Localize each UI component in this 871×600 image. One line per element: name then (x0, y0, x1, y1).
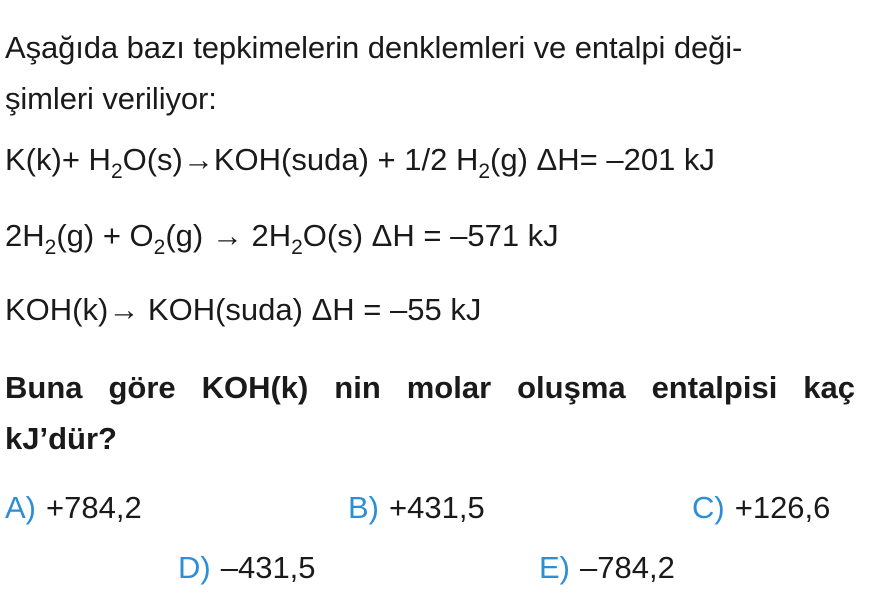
option-e[interactable] (539, 550, 675, 586)
equation-1-part: O(s)→KOH(suda) + 1/2 H (122, 142, 479, 177)
equation-2-subscript: 2 (291, 236, 303, 259)
intro-line-1: Aşağıda bazı tepkimelerin denklemleri ve entalpi deği- (5, 30, 743, 65)
option-d-value: –431,5 (220, 550, 316, 585)
question-line-2: kJ’dür? (5, 421, 117, 456)
option-c-letter: C) (692, 490, 725, 525)
option-d-letter: D) (178, 550, 211, 585)
equation-2-part: 2H (5, 218, 45, 253)
equation-2-part: (g) + O (56, 218, 154, 253)
equation-2-part: O(s) ΔH = –571 kJ (302, 218, 559, 253)
option-b-value: +431,5 (389, 490, 485, 525)
equation-1-part: K(k)+ H (5, 142, 111, 177)
equation-2-subscript: 2 (153, 236, 166, 259)
question-line-1: Buna göre KOH(k) nin molar oluşma entalpisi kaç (5, 370, 855, 405)
equation-3 (5, 292, 481, 328)
option-a-letter: A) (5, 490, 36, 525)
equation-1-subscript: 2 (110, 160, 123, 183)
equation-2-part: (g) → 2H (165, 218, 292, 253)
equation-2 (5, 218, 559, 259)
option-c-value: +126,6 (734, 490, 831, 525)
option-e-value: –784,2 (580, 550, 675, 585)
option-c[interactable] (692, 490, 830, 526)
equation-1-subscript: 2 (478, 160, 491, 183)
option-d[interactable] (178, 550, 316, 586)
intro-text (5, 22, 865, 124)
intro-line-2: şimleri veriliyor: (5, 81, 217, 116)
option-b-letter: B) (348, 490, 379, 525)
equation-2-subscript: 2 (44, 236, 57, 259)
option-a-value: +784,2 (46, 490, 142, 525)
question-text (5, 362, 855, 464)
option-a[interactable] (5, 490, 142, 526)
option-e-letter: E) (539, 550, 570, 585)
equation-3-part: KOH(k)→ KOH(suda) ΔH = –55 kJ (5, 292, 482, 327)
equation-1 (5, 142, 715, 183)
option-b[interactable] (348, 490, 485, 526)
equation-1-part: (g) ΔH= –201 kJ (490, 142, 715, 177)
